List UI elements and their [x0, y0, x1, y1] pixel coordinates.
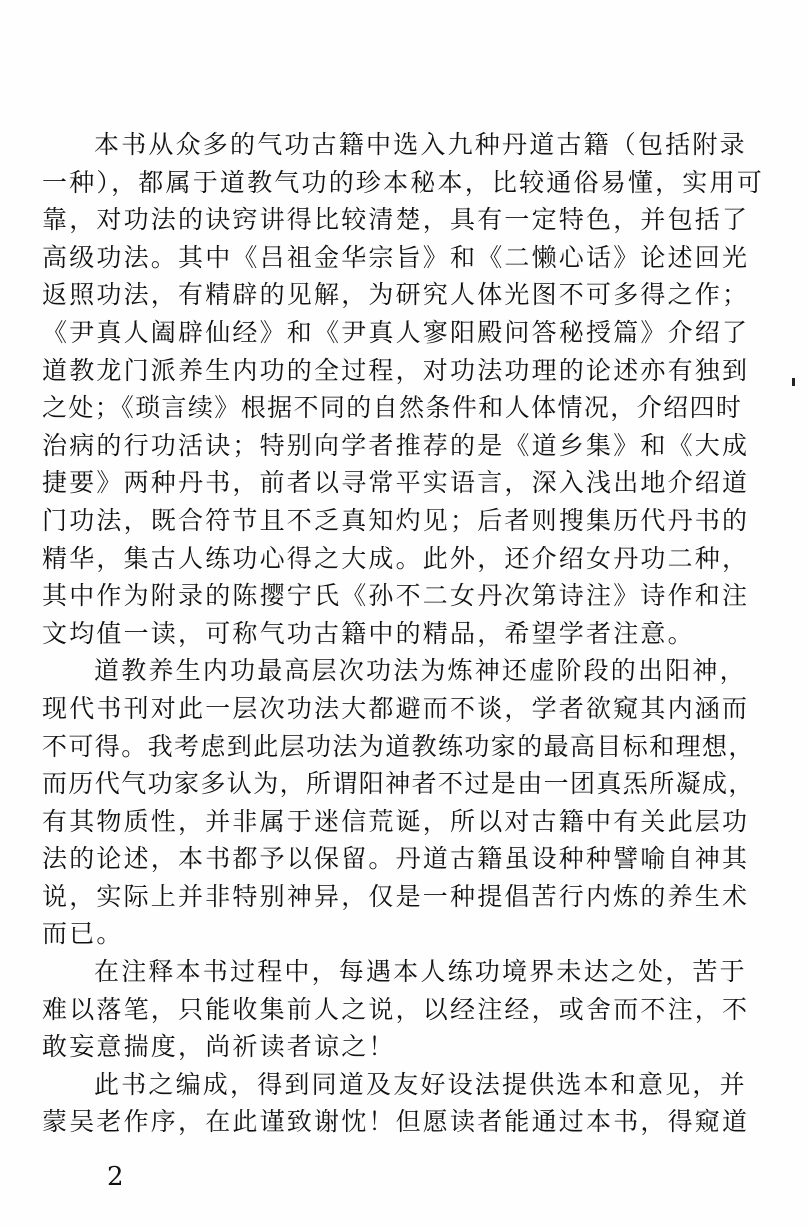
text-line: 此书之编成，得到同道及友好设法提供选本和意见，并: [94, 1069, 747, 1099]
text-line: 有其物质性，并非属于迷信荒诞，所以对古籍中有关此层功: [42, 806, 750, 836]
text-line: 靠，对功法的诀窍讲得比较清楚，具有一定特色，并包括了: [42, 205, 750, 235]
paragraph-3: [42, 953, 750, 1066]
text-line: 道教养生内功最高层次功法为炼神还虚阶段的出阳神，: [94, 656, 747, 686]
paragraph-1: [42, 126, 764, 652]
text-line: 道教龙门派养生内功的全过程，对功法功理的论述亦有独到: [42, 355, 750, 385]
text-line: 不可得。我考虑到此层功法为道教练功家的最高目标和理想，: [42, 731, 755, 761]
text-line: 说，实际上并非特别神异，仅是一种提倡苦行内炼的养生术: [42, 881, 750, 911]
text-line: 敢妄意揣度，尚祈读者谅之！: [42, 1032, 396, 1062]
paragraph-4: [42, 1066, 750, 1141]
paragraph-2: [42, 652, 755, 953]
scan-margin-mark: [792, 378, 795, 386]
text-line: 一种），都属于道教气功的珍本秘本，比较通俗易懂，实用可: [42, 167, 764, 197]
page-number: 2: [107, 1162, 124, 1192]
text-line: 其中作为附录的陈撄宁氏《孙不二女丹次第诗注》诗作和注: [42, 581, 750, 611]
text-line: 本书从众多的气功古籍中选入九种丹道古籍（包括附录: [94, 130, 747, 159]
text-line: 而已。: [42, 919, 124, 949]
text-line: 难以落笔，只能收集前人之说，以经注经，或舍而不注，不: [42, 994, 750, 1024]
text-line: 在注释本书过程中，每遇本人练功境界未达之处，苦于: [94, 957, 747, 987]
body-text: [42, 126, 764, 1141]
text-line: 高级功法。其中《吕祖金华宗旨》和《二懒心话》论述回光: [42, 242, 750, 272]
text-line: 返照功法，有精辟的见解，为研究人体光图不可多得之作；: [42, 280, 750, 310]
text-line: 捷要》两种丹书，前者以寻常平实语言，深入浅出地介绍道: [42, 468, 750, 498]
text-line: 之处；《琐言续》根据不同的自然条件和人体情况，介绍四时: [42, 393, 743, 423]
text-line: 而历代气功家多认为，所谓阳神者不过是由一团真炁所凝成，: [42, 769, 755, 799]
text-line: 精华，集古人练功心得之大成。此外，还介绍女丹功二种，: [42, 543, 750, 573]
text-line: 治病的行功活诀；特别向学者推荐的是《道乡集》和《大成: [42, 430, 750, 460]
text-line: 《尹真人阖辟仙经》和《尹真人寥阳殿问答秘授篇》介绍了: [42, 317, 750, 347]
text-line: 蒙吴老作序，在此谨致谢忱！但愿读者能通过本书，得窥道: [42, 1107, 750, 1137]
text-line: 门功法，既合符节且不乏真知灼见；后者则搜集历代丹书的: [42, 505, 750, 535]
text-line: 现代书刊对此一层次功法大都避而不谈，学者欲窥其内涵而: [42, 693, 750, 723]
text-line: 法的论述，本书都予以保留。丹道古籍虽设种种譬喻自神其: [42, 844, 750, 874]
text-line: 文均值一读，可称气功古籍中的精品，希望学者注意。: [42, 618, 695, 648]
